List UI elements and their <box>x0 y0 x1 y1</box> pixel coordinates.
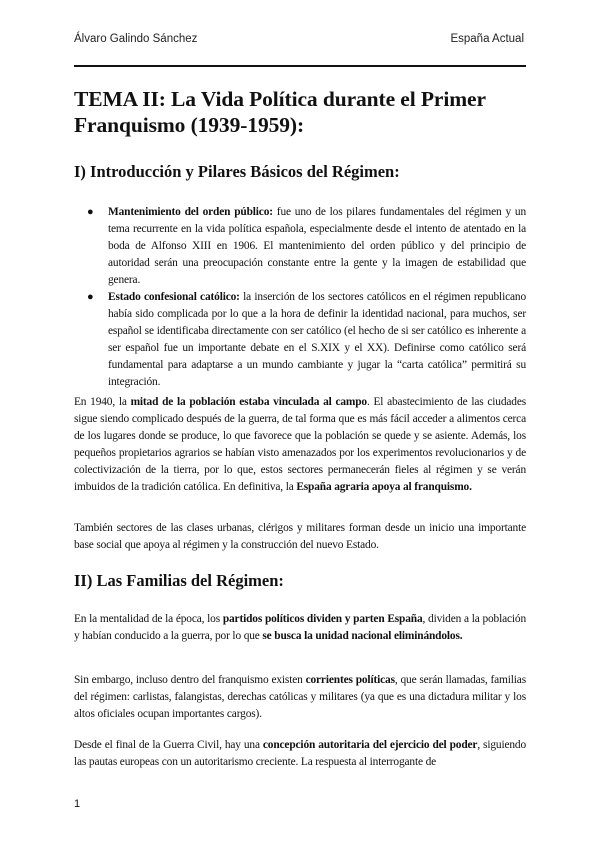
paragraph <box>74 672 526 723</box>
text-run: Sin embargo, incluso dentro del franquismo existen <box>74 674 306 686</box>
paragraph <box>74 737 526 771</box>
bullet-text: fue uno de los pilares fundamentales del régimen y un tema recurrente en la vida política española, especialmente desde el intento de atentado en la boda de Alfonso XIII en 1906. El mantenimiento del orden público y del principio de autoridad serán una preocupación constante entre la gente y la imagen de estabilidad que genera. <box>108 206 526 286</box>
section-heading-intro: I) Introducción y Pilares Básicos del Régimen: <box>74 162 400 181</box>
text-run: Desde el final de la Guerra Civil, hay una <box>74 739 263 751</box>
paragraph <box>74 611 526 645</box>
text-run: En la mentalidad de la época, los <box>74 613 223 625</box>
text-run: , que serán llamadas, familias del régimen: carlistas, falangistas, derechas católicas y militares (ya que es una dictadura militar y los altos oficiales ocupan importantes cargos). <box>74 674 526 720</box>
list-item <box>74 289 526 391</box>
header-author: Álvaro Galindo Sánchez <box>74 33 198 45</box>
document-title: TEMA II: La Vida Política durante el Primer Franquismo (1939-1959): <box>74 87 486 137</box>
text-run: , dividen a la población y habían conducido a la guerra, por lo que <box>74 613 527 642</box>
emphasis: España agraria apoya al franquismo. <box>296 481 472 493</box>
emphasis: corrientes políticas <box>305 674 395 686</box>
bullet-term: Estado confesional católico: <box>108 291 240 303</box>
emphasis: mitad de la población estaba vinculada al campo <box>130 396 367 408</box>
header-course: España Actual <box>450 33 524 45</box>
list-item <box>74 204 526 289</box>
emphasis: se busca la unidad nacional eliminándolos. <box>262 630 463 642</box>
pillars-list <box>74 204 526 391</box>
text-run: , siguiendo las pautas europeas con un autoritarismo creciente. La respuesta al interrogante de <box>74 739 527 768</box>
emphasis: concepción autoritaria del ejercicio del poder <box>262 739 478 751</box>
text-run: . El abastecimiento de las ciudades sigue siendo complicado después de la guerra, de tal forma que es más fácil acceder a alimentos cerca de los lugares donde se produce, lo que favorece que la población se quede y se asiente. Además, los pequeños propietarios agrarios se habían visto amenazados por los experimentos revolucionarios y de colectivización de la tierra, por lo que, estos sectores permanecerán fieles al régimen y se verán imbuidos de la tradición católica. En definitiva, la <box>74 396 527 493</box>
bullet-icon: ● <box>87 206 94 218</box>
paragraph: También sectores de las clases urbanas, clérigos y militares forman desde un inicio una importante base social que apoya al régimen y la construcción del nuevo Estado. <box>74 522 526 551</box>
paragraph <box>74 394 526 496</box>
page-number: 1 <box>74 798 81 810</box>
bullet-icon: ● <box>87 291 94 303</box>
bullet-text: la inserción de los sectores católicos en el régimen republicano había sido complicada por lo que a la hora de definir la identidad nacional, para muchos, ser español se identificaba directamente con ser católico (el hecho de si ser católico es inherente a ser español fue un importante debate en el S.XIX y el XX). Definirse como católico será fundamental para adaptarse a un mundo cambiante y jugar la “carta católica” permitirá su integración. <box>108 291 526 388</box>
text-run: En 1940, la <box>74 396 131 408</box>
section-heading-familias: II) Las Familias del Régimen: <box>74 571 284 590</box>
bullet-term: Mantenimiento del orden público: <box>108 206 273 218</box>
header-divider <box>74 65 526 67</box>
emphasis: partidos políticos dividen y parten España <box>222 613 423 625</box>
